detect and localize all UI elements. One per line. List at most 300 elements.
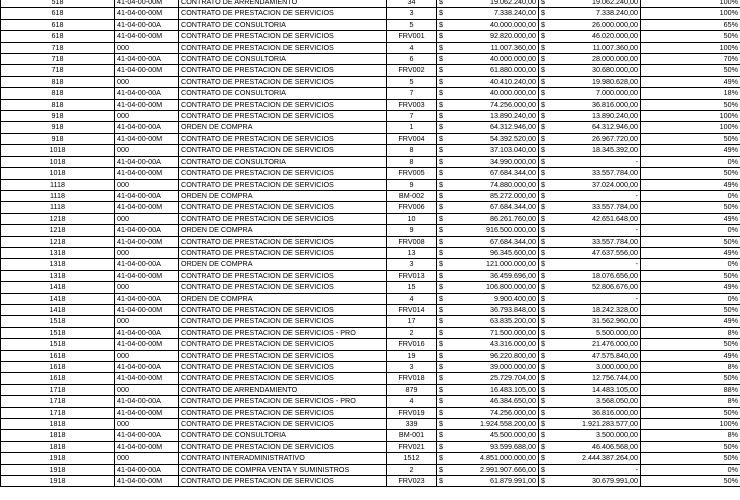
execution-percent-cell: 50% [641,373,740,384]
table-row [1,156,740,167]
paid-value-cell: 26.000.000,00 [552,19,641,30]
account-code-cell: 41-04-00-00A [115,156,179,167]
contract-type-cell: CONTRATO DE PRESTACION DE SERVICIOS [179,99,387,110]
contract-value-cell: 36.459.696,00 [450,270,539,281]
account-code-cell: 41-04-00-00M [115,202,179,213]
paid-value-cell: 26.967.720,00 [552,133,641,144]
currency-symbol-cell: $ [539,99,552,110]
account-code-cell: 41-04-00-00M [115,407,179,418]
account-code-cell: 000 [115,282,179,293]
currency-symbol-cell: $ [437,202,450,213]
period-code-cell: 1118 [1,190,115,201]
contract-number-cell: FRV003 [387,99,437,110]
paid-value-cell: 2.444.387.264,00 [552,453,641,464]
period-code-cell: 1918 [1,464,115,475]
execution-percent-cell: 49% [641,213,740,224]
contract-type-cell: CONTRATO DE COMPRA VENTA Y SUMINISTROS [179,464,387,475]
period-code-cell: 618 [1,31,115,42]
table-row [1,8,740,19]
contract-number-cell: 7 [387,111,437,122]
account-code-cell: 41-04-00-00M [115,31,179,42]
contract-type-cell: CONTRATO DE PRESTACION DE SERVICIOS [179,236,387,247]
contract-type-cell: CONTRATO DE PRESTACION DE SERVICIOS [179,282,387,293]
contract-number-cell: 3 [387,362,437,373]
execution-percent-cell: 50% [641,270,740,281]
table-row [1,373,740,384]
execution-percent-cell: 50% [641,133,740,144]
contract-value-cell: 74.256.000,00 [450,407,539,418]
currency-symbol-cell: $ [437,282,450,293]
paid-value-cell: 33.557.784,00 [552,202,641,213]
contract-value-cell: 93.599.688,00 [450,441,539,452]
account-code-cell: 41-04-00-00A [115,327,179,338]
execution-percent-cell: 50% [641,202,740,213]
account-code-cell: 41-04-00-00A [115,430,179,441]
contract-number-cell: 10 [387,213,437,224]
period-code-cell: 1518 [1,316,115,327]
currency-symbol-cell: $ [437,122,450,133]
currency-symbol-cell: $ [437,293,450,304]
period-code-cell: 518 [1,0,115,8]
currency-symbol-cell: $ [539,396,552,407]
currency-symbol-cell: $ [437,430,450,441]
paid-value-cell: - [552,259,641,270]
contract-type-cell: CONTRATO DE PRESTACION DE SERVICIOS [179,419,387,430]
contract-number-cell: 1512 [387,453,437,464]
execution-percent-cell: 49% [641,350,740,361]
table-row [1,339,740,350]
paid-value-cell: 13.890.240,00 [552,111,641,122]
currency-symbol-cell: $ [539,156,552,167]
account-code-cell: 41-04-00-00A [115,54,179,65]
table-row [1,213,740,224]
contract-value-cell: 74.880.000,00 [450,179,539,190]
contract-type-cell: CONTRATO DE PRESTACION DE SERVICIOS [179,31,387,42]
currency-symbol-cell: $ [539,168,552,179]
currency-symbol-cell: $ [539,8,552,19]
period-code-cell: 1518 [1,339,115,350]
currency-symbol-cell: $ [539,316,552,327]
currency-symbol-cell: $ [437,111,450,122]
paid-value-cell: - [552,156,641,167]
contract-type-cell: CONTRATO DE PRESTACION DE SERVICIOS [179,42,387,53]
currency-symbol-cell: $ [539,430,552,441]
currency-symbol-cell: $ [437,270,450,281]
account-code-cell: 41-04-00-00M [115,65,179,76]
currency-symbol-cell: $ [539,407,552,418]
period-code-cell: 618 [1,19,115,30]
contract-type-cell: CONTRATO DE PRESTACION DE SERVICIOS [179,339,387,350]
currency-symbol-cell: $ [437,156,450,167]
currency-symbol-cell: $ [539,282,552,293]
account-code-cell: 41-04-00-00A [115,19,179,30]
currency-symbol-cell: $ [539,76,552,87]
execution-percent-cell: 50% [641,304,740,315]
currency-symbol-cell: $ [437,19,450,30]
account-code-cell: 000 [115,350,179,361]
table-row [1,145,740,156]
table-row [1,247,740,258]
table-row [1,293,740,304]
currency-symbol-cell: $ [437,99,450,110]
contract-value-cell: 11.007.360,00 [450,42,539,53]
currency-symbol-cell: $ [539,373,552,384]
period-code-cell: 718 [1,65,115,76]
table-row [1,464,740,475]
account-code-cell: 41-04-00-00M [115,339,179,350]
currency-symbol-cell: $ [437,316,450,327]
execution-percent-cell: 0% [641,156,740,167]
execution-percent-cell: 49% [641,247,740,258]
contract-number-cell: BM-002 [387,190,437,201]
execution-percent-cell: 8% [641,327,740,338]
table-row [1,31,740,42]
contract-type-cell: CONTRATO DE PRESTACION DE SERVICIOS [179,362,387,373]
contract-type-cell: CONTRATO DE ARRENDAMIENTO [179,384,387,395]
currency-symbol-cell: $ [437,384,450,395]
period-code-cell: 1218 [1,225,115,236]
period-code-cell: 1718 [1,384,115,395]
currency-symbol-cell: $ [539,190,552,201]
contract-number-cell: 339 [387,419,437,430]
contract-number-cell: 4 [387,396,437,407]
currency-symbol-cell: $ [437,88,450,99]
paid-value-cell: 64.312.946,00 [552,122,641,133]
execution-percent-cell: 49% [641,316,740,327]
table-row [1,76,740,87]
contract-number-cell: 3 [387,259,437,270]
contract-value-cell: 1.924.558.200,00 [450,419,539,430]
table-row [1,236,740,247]
account-code-cell: 000 [115,453,179,464]
paid-value-cell: 28.000.000,00 [552,54,641,65]
execution-percent-cell: 70% [641,54,740,65]
period-code-cell: 1318 [1,247,115,258]
contract-number-cell: 13 [387,247,437,258]
account-code-cell: 000 [115,42,179,53]
currency-symbol-cell: $ [539,327,552,338]
contract-type-cell: CONTRATO DE PRESTACION DE SERVICIOS [179,247,387,258]
table-row [1,111,740,122]
table-row [1,168,740,179]
contract-number-cell: FRV002 [387,65,437,76]
period-code-cell: 1818 [1,419,115,430]
execution-percent-cell: 50% [641,441,740,452]
paid-value-cell: - [552,464,641,475]
execution-percent-cell: 49% [641,76,740,87]
account-code-cell: 41-04-00-00M [115,304,179,315]
execution-percent-cell: 49% [641,145,740,156]
contract-value-cell: 96.220.800,00 [450,350,539,361]
table-row [1,350,740,361]
account-code-cell: 41-04-00-00M [115,476,179,487]
contract-value-cell: 64.312.946,00 [450,122,539,133]
contract-number-cell: 6 [387,54,437,65]
contract-type-cell: CONTRATO DE CONSULTORIA [179,54,387,65]
paid-value-cell: 30.680.000,00 [552,65,641,76]
contract-type-cell: CONTRATO DE PRESTACION DE SERVICIOS - PRO [179,396,387,407]
contract-number-cell: FRV013 [387,270,437,281]
table-row [1,179,740,190]
currency-symbol-cell: $ [437,419,450,430]
contract-value-cell: 61.880.000,00 [450,65,539,76]
contract-value-cell: 2.991.907.666,00 [450,464,539,475]
account-code-cell: 41-04-00-00A [115,293,179,304]
contract-value-cell: 67.684.344,00 [450,202,539,213]
execution-percent-cell: 49% [641,282,740,293]
account-code-cell: 41-04-00-00A [115,122,179,133]
currency-symbol-cell: $ [437,168,450,179]
contract-number-cell: 2 [387,464,437,475]
contract-value-cell: 25.729.704,00 [450,373,539,384]
table-row [1,282,740,293]
account-code-cell: 41-04-00-00M [115,373,179,384]
table-row [1,202,740,213]
account-code-cell: 000 [115,316,179,327]
paid-value-cell: - [552,225,641,236]
account-code-cell: 41-04-00-00M [115,441,179,452]
contract-type-cell: ORDEN DE COMPRA [179,225,387,236]
currency-symbol-cell: $ [437,304,450,315]
contract-type-cell: ORDEN DE COMPRA [179,259,387,270]
period-code-cell: 1918 [1,476,115,487]
account-code-cell: 41-04-00-00M [115,236,179,247]
paid-value-cell: - [552,190,641,201]
contract-value-cell: 67.684.344,00 [450,236,539,247]
period-code-cell: 718 [1,42,115,53]
period-code-cell: 1418 [1,282,115,293]
period-code-cell: 1618 [1,350,115,361]
currency-symbol-cell: $ [539,441,552,452]
contract-type-cell: CONTRATO DE PRESTACION DE SERVICIOS [179,133,387,144]
execution-percent-cell: 100% [641,111,740,122]
currency-symbol-cell: $ [437,65,450,76]
contract-value-cell: 37.103.040,00 [450,145,539,156]
period-code-cell: 918 [1,122,115,133]
period-code-cell: 818 [1,88,115,99]
contract-type-cell: CONTRATO DE PRESTACION DE SERVICIOS [179,441,387,452]
table-row [1,316,740,327]
contract-value-cell: 54.392.520,00 [450,133,539,144]
contract-type-cell: CONTRATO DE PRESTACION DE SERVICIOS [179,350,387,361]
contract-type-cell: CONTRATO DE CONSULTORIA [179,19,387,30]
contract-type-cell: CONTRATO DE PRESTACION DE SERVICIOS [179,168,387,179]
execution-percent-cell: 18% [641,88,740,99]
contract-type-cell: CONTRATO DE PRESTACION DE SERVICIOS [179,213,387,224]
paid-value-cell: 37.024.000,00 [552,179,641,190]
period-code-cell: 618 [1,8,115,19]
currency-symbol-cell: $ [539,19,552,30]
currency-symbol-cell: $ [437,339,450,350]
contract-number-cell: FRV016 [387,339,437,350]
paid-value-cell: 42.651.648,00 [552,213,641,224]
period-code-cell: 1018 [1,156,115,167]
period-code-cell: 1618 [1,362,115,373]
contract-value-cell: 34.990.000,00 [450,156,539,167]
contract-type-cell: CONTRATO DE PRESTACION DE SERVICIOS [179,111,387,122]
currency-symbol-cell: $ [539,259,552,270]
account-code-cell: 000 [115,145,179,156]
execution-percent-cell: 100% [641,0,740,8]
contract-number-cell: 19 [387,350,437,361]
contract-number-cell: FRV021 [387,441,437,452]
period-code-cell: 1518 [1,327,115,338]
currency-symbol-cell: $ [539,133,552,144]
contract-value-cell: 40.000.000,00 [450,19,539,30]
execution-percent-cell: 100% [641,419,740,430]
contract-value-cell: 43.316.000,00 [450,339,539,350]
contract-number-cell: 5 [387,19,437,30]
table-row [1,65,740,76]
contract-value-cell: 67.684.344,00 [450,168,539,179]
currency-symbol-cell: $ [437,0,450,8]
contract-type-cell: CONTRATO INTERADMINISTRATIVO [179,453,387,464]
currency-symbol-cell: $ [539,419,552,430]
contract-number-cell: FRV004 [387,133,437,144]
account-code-cell: 41-04-00-00A [115,464,179,475]
contract-type-cell: CONTRATO DE PRESTACION DE SERVICIOS - PRO [179,327,387,338]
paid-value-cell: 7.000.000,00 [552,88,641,99]
account-code-cell: 41-04-00-00A [115,225,179,236]
account-code-cell: 41-04-00-00M [115,270,179,281]
contract-type-cell: CONTRATO DE CONSULTORIA [179,88,387,99]
account-code-cell: 000 [115,247,179,258]
execution-percent-cell: 50% [641,99,740,110]
execution-percent-cell: 100% [641,42,740,53]
table-row [1,441,740,452]
contract-type-cell: CONTRATO DE PRESTACION DE SERVICIOS [179,476,387,487]
contract-number-cell: 2 [387,327,437,338]
contract-type-cell: ORDEN DE COMPRA [179,122,387,133]
contract-value-cell: 92.820.000,00 [450,31,539,42]
table-row [1,88,740,99]
account-code-cell: 000 [115,179,179,190]
table-row [1,133,740,144]
contract-value-cell: 4.851.000.000,00 [450,453,539,464]
period-code-cell: 918 [1,111,115,122]
table-row [1,0,740,8]
contract-number-cell: FRV005 [387,168,437,179]
table-row [1,259,740,270]
period-code-cell: 1918 [1,453,115,464]
currency-symbol-cell: $ [539,145,552,156]
paid-value-cell: 11.007.360,00 [552,42,641,53]
account-code-cell: 41-04-00-00M [115,168,179,179]
period-code-cell: 718 [1,54,115,65]
contract-number-cell: BM-001 [387,430,437,441]
table-row [1,476,740,487]
contract-value-cell: 106.800.000,00 [450,282,539,293]
account-code-cell: 000 [115,213,179,224]
currency-symbol-cell: $ [539,225,552,236]
contract-value-cell: 40.000.000,00 [450,54,539,65]
currency-symbol-cell: $ [539,111,552,122]
contract-number-cell: 17 [387,316,437,327]
contract-value-cell: 16.483.105,00 [450,384,539,395]
currency-symbol-cell: $ [437,31,450,42]
contract-value-cell: 74.256.000,00 [450,99,539,110]
currency-symbol-cell: $ [437,259,450,270]
paid-value-cell: 52.806.676,00 [552,282,641,293]
table-row [1,407,740,418]
contract-value-cell: 61.879.991,00 [450,476,539,487]
paid-value-cell: 33.557.784,00 [552,168,641,179]
period-code-cell: 1018 [1,145,115,156]
contract-number-cell: FRV006 [387,202,437,213]
execution-percent-cell: 100% [641,8,740,19]
contract-value-cell: 96.345.600,00 [450,247,539,258]
contract-number-cell: 4 [387,42,437,53]
paid-value-cell: - [552,293,641,304]
contract-number-cell: FRV001 [387,31,437,42]
account-code-cell: 41-04-00-00M [115,133,179,144]
paid-value-cell: 14.483.105,00 [552,384,641,395]
currency-symbol-cell: $ [437,133,450,144]
contract-value-cell: 86.261.760,00 [450,213,539,224]
paid-value-cell: 5.500.000,00 [552,327,641,338]
contract-type-cell: CONTRATO DE ARRENDAMIENTO [179,0,387,8]
period-code-cell: 818 [1,99,115,110]
currency-symbol-cell: $ [437,42,450,53]
paid-value-cell: 19.062.240,00 [552,0,641,8]
execution-percent-cell: 88% [641,384,740,395]
table-row [1,384,740,395]
execution-percent-cell: 0% [641,464,740,475]
period-code-cell: 1018 [1,168,115,179]
execution-percent-cell: 50% [641,453,740,464]
contract-number-cell: 34 [387,0,437,8]
contract-value-cell: 13.890.240,00 [450,111,539,122]
currency-symbol-cell: $ [437,213,450,224]
currency-symbol-cell: $ [437,179,450,190]
currency-symbol-cell: $ [437,362,450,373]
account-code-cell: 000 [115,111,179,122]
contract-value-cell: 71.500.000,00 [450,327,539,338]
currency-symbol-cell: $ [437,8,450,19]
contract-number-cell: FRV008 [387,236,437,247]
paid-value-cell: 31.562.960,00 [552,316,641,327]
currency-symbol-cell: $ [539,293,552,304]
currency-symbol-cell: $ [539,270,552,281]
paid-value-cell: 36.816.000,00 [552,407,641,418]
period-code-cell: 1718 [1,407,115,418]
contract-type-cell: CONTRATO DE PRESTACION DE SERVICIOS [179,8,387,19]
currency-symbol-cell: $ [539,179,552,190]
contract-value-cell: 40.000.000,00 [450,88,539,99]
account-code-cell: 41-04-00-00A [115,88,179,99]
account-code-cell: 41-04-00-00A [115,362,179,373]
period-code-cell: 1318 [1,270,115,281]
currency-symbol-cell: $ [539,453,552,464]
contract-number-cell: FRV014 [387,304,437,315]
paid-value-cell: 33.557.784,00 [552,236,641,247]
execution-percent-cell: 50% [641,339,740,350]
table-row [1,453,740,464]
contract-number-cell: FRV023 [387,476,437,487]
table-row [1,430,740,441]
execution-percent-cell: 50% [641,65,740,76]
period-code-cell: 1118 [1,202,115,213]
execution-percent-cell: 100% [641,122,740,133]
period-code-cell: 1818 [1,430,115,441]
currency-symbol-cell: $ [539,339,552,350]
paid-value-cell: 3.000.000,00 [552,362,641,373]
contract-value-cell: 63.835.200,00 [450,316,539,327]
currency-symbol-cell: $ [437,464,450,475]
execution-percent-cell: 49% [641,179,740,190]
paid-value-cell: 36.816.000,00 [552,99,641,110]
account-code-cell: 41-04-00-00M [115,0,179,8]
